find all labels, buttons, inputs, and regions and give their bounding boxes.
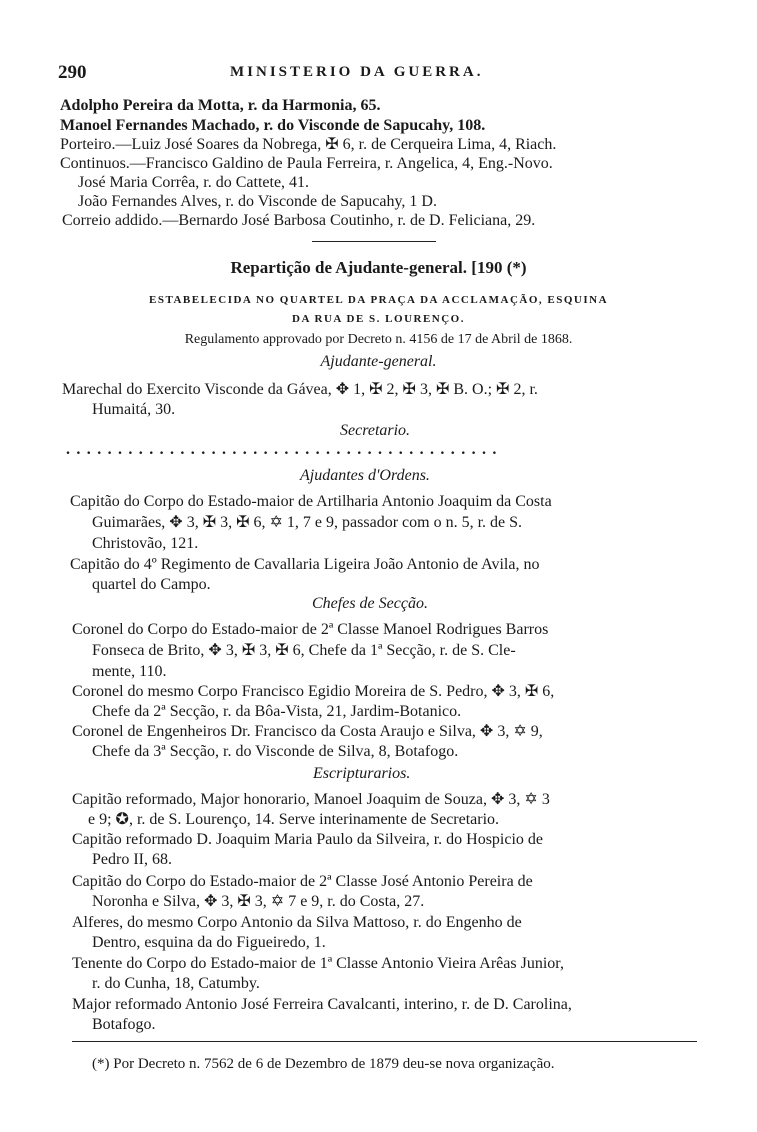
entry-line: Major reformado Antonio José Ferreira Cavalcanti, interino, r. de D. Carolina, [72, 996, 572, 1013]
regulation-text: Regulamento approvado por Decreto n. 4156 de 17 de Abril de 1868. [184, 332, 573, 347]
entry-line: Manoel Fernandes Machado, r. do Visconde de Sapucahy, 108. [60, 117, 486, 134]
entry-line: Chefe da 2ª Secção, r. da Bôa-Vista, 21, Jardim-Botanico. [92, 703, 462, 720]
entry-line: João Fernandes Alves, r. do Visconde de Sapucahy, 1 D. [78, 193, 437, 210]
entry-line: Correio addido.—Bernardo José Barbosa Coutinho, r. de D. Feliciana, 29. [62, 212, 536, 229]
entry-line: Adolpho Pereira da Motta, r. da Harmonia, 65. [60, 97, 381, 114]
entry-line: Chefe da 3ª Secção, r. do Visconde de Silva, 8, Botafogo. [92, 743, 459, 760]
dot-leader: . . . . . . . . . . . . . . . . . . . . . . . . . . . . . . . . . . . . . . . . . . [66, 441, 498, 458]
entry-line: Capitão do Corpo do Estado-maior de 2ª Classe José Antonio Pereira de [72, 873, 533, 890]
section-divider [312, 241, 436, 242]
entry-line: Capitão reformado D. Joaquim Maria Paulo da Silveira, r. do Hospicio de [72, 831, 544, 848]
entry-line: Capitão reformado, Major honorario, Manoel Joaquim de Souza, ✥ 3, ✡ 3 [72, 791, 550, 808]
entry-line: Capitão do Corpo do Estado-maior de Artilharia Antonio Joaquim da Costa [70, 493, 552, 510]
entry-line: Fonseca de Brito, ✥ 3, ✠ 3, ✠ 6, Chefe da 1ª Secção, r. de S. Cle- [92, 642, 516, 659]
entry-line: Coronel do mesmo Corpo Francisco Egidio Moreira de S. Pedro, ✥ 3, ✠ 6, [72, 683, 555, 700]
page-header [58, 62, 708, 86]
subheading-ajudantes: Ajudantes d'Ordens. [300, 467, 430, 484]
section-subtitle: ESTABELECIDA NO QUARTEL DA PRAÇA DA ACCLAMAÇÃO, ESQUINA [148, 294, 609, 306]
entry-line: Coronel do Corpo do Estado-maior de 2ª Classe Manoel Rodrigues Barros [72, 621, 549, 638]
footnote: (*) Por Decreto n. 7562 de 6 de Dezembro de 1879 deu-se nova organização. [92, 1056, 555, 1072]
entry-line: Capitão do 4º Regimento de Cavallaria Ligeira João Antonio de Avila, no [70, 556, 540, 573]
entry-line: Marechal do Exercito Visconde da Gávea, ✥ 1, ✠ 2, ✠ 3, ✠ B. O.; ✠ 2, r. [62, 381, 538, 398]
entry-line: José Maria Corrêa, r. do Cattete, 41. [78, 174, 310, 191]
footnote-rule [72, 1041, 697, 1042]
entry-line: Porteiro.—Luiz José Soares da Nobrega, ✠ 6, r. de Cerqueira Lima, 4, Riach. [60, 136, 557, 153]
entry-line: Botafogo. [92, 1016, 156, 1033]
entry-line: Pedro II, 68. [92, 851, 172, 868]
page-number: 290 [58, 62, 87, 83]
section-subtitle: DA RUA DE S. LOURENÇO. [292, 313, 465, 325]
entry-line: e 9; ✪, r. de S. Lourenço, 14. Serve interinamente de Secretario. [88, 811, 500, 828]
subheading-chefes: Chefes de Secção. [312, 595, 428, 612]
subheading-ajudante-general: Ajudante-general. [320, 353, 437, 370]
entry-line: r. do Cunha, 18, Catumby. [92, 975, 260, 992]
entry-line: Tenente do Corpo do Estado-maior de 1ª Classe Antonio Vieira Arêas Junior, [72, 955, 564, 972]
entry-line: Dentro, esquina da do Figueiredo, 1. [92, 934, 326, 951]
running-title: MINISTERIO DA GUERRA. [230, 64, 484, 80]
entry-line: Christovão, 121. [92, 535, 199, 552]
entry-line: Alferes, do mesmo Corpo Antonio da Silva Mattoso, r. do Engenho de [72, 914, 522, 931]
entry-line: mente, 110. [92, 663, 167, 680]
section-title: Repartição de Ajudante-general. [190 (*) [230, 258, 527, 277]
subheading-escripturarios: Escripturarios. [313, 765, 411, 782]
entry-line: quartel do Campo. [92, 576, 211, 593]
entry-line: Continuos.—Francisco Galdino de Paula Ferreira, r. Angelica, 4, Eng.-Novo. [60, 155, 553, 172]
entry-line: Guimarães, ✥ 3, ✠ 3, ✠ 6, ✡ 1, 7 e 9, passador com o n. 5, r. de S. [92, 514, 523, 531]
subheading-secretario: Secretario. [340, 422, 411, 439]
entry-line: Coronel de Engenheiros Dr. Francisco da Costa Araujo e Silva, ✥ 3, ✡ 9, [72, 723, 543, 740]
entry-line: Humaitá, 30. [92, 401, 176, 418]
entry-line: Noronha e Silva, ✥ 3, ✠ 3, ✡ 7 e 9, r. do Costa, 27. [92, 893, 425, 910]
